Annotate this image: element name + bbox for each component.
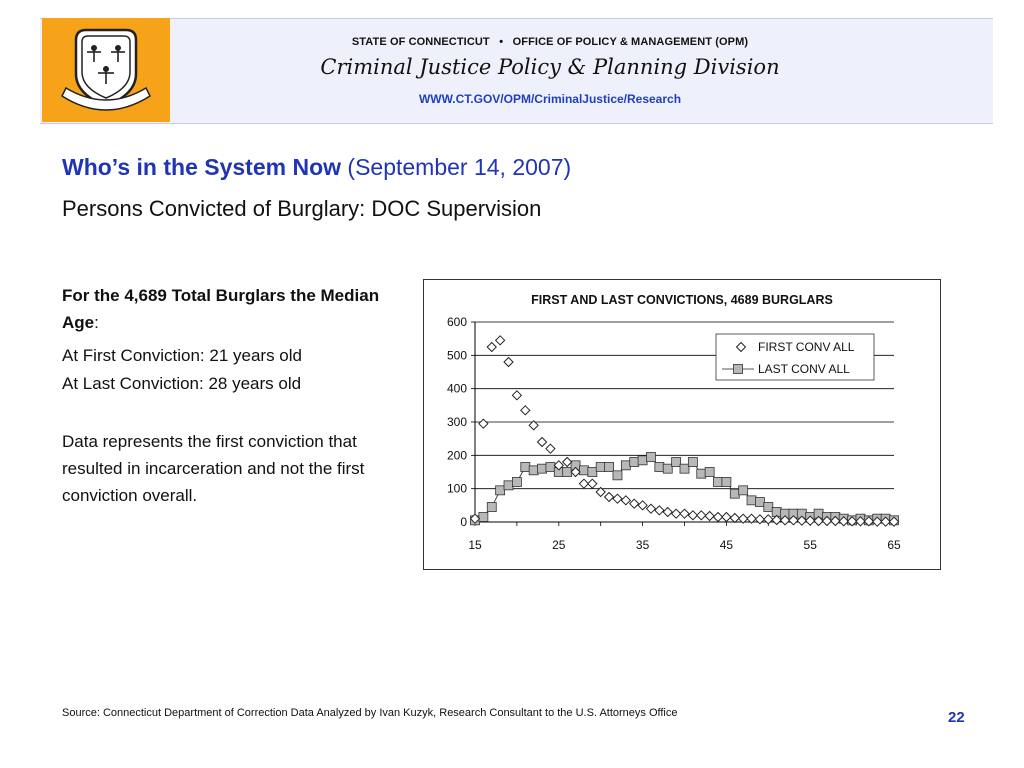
last-conv-point xyxy=(705,468,714,477)
x-tick-label: 15 xyxy=(468,538,482,552)
first-conv-point xyxy=(646,504,655,513)
last-conv-point xyxy=(596,463,605,472)
last-conv-point xyxy=(496,486,505,495)
first-conv-point xyxy=(730,514,739,523)
first-conv-point xyxy=(479,419,488,428)
first-conv-point xyxy=(605,493,614,502)
first-conv-point xyxy=(621,496,630,505)
last-conv-point xyxy=(479,513,488,522)
last-conv-point xyxy=(680,464,689,473)
chart-svg xyxy=(424,280,940,569)
last-conv-point xyxy=(579,466,588,475)
last-conv-point xyxy=(730,489,739,498)
y-tick-label: 100 xyxy=(446,481,467,496)
x-tick-label: 55 xyxy=(803,538,817,552)
y-tick-label: 0 xyxy=(460,515,467,529)
first-conv-point xyxy=(672,509,681,518)
legend-last-label: LAST CONV ALL xyxy=(758,362,850,376)
last-conv-point xyxy=(672,458,681,467)
header-url-link[interactable]: WWW.CT.GOV/OPM/CriminalJustice/Research xyxy=(418,92,682,106)
last-conv-point xyxy=(521,463,530,472)
x-tick-label: 65 xyxy=(887,538,901,552)
first-conv-point xyxy=(680,509,689,518)
last-conv-point xyxy=(655,463,664,472)
first-conv-point xyxy=(714,513,723,522)
first-conv-point xyxy=(563,458,572,467)
first-conv-point xyxy=(655,506,664,515)
median-heading xyxy=(62,282,392,336)
last-conv-point xyxy=(755,498,764,507)
last-conv-point xyxy=(646,453,655,462)
slide-title xyxy=(62,154,571,181)
last-conv-point xyxy=(546,463,555,472)
chart-title: FIRST AND LAST CONVICTIONS, 4689 BURGLARS xyxy=(531,293,833,307)
last-conv-point xyxy=(663,464,672,473)
first-conv-point xyxy=(722,513,731,522)
first-conv-point xyxy=(496,336,505,345)
first-conv-point xyxy=(705,512,714,521)
source-note: Source: Connecticut Department of Correction Data Analyzed by Ivan Kuzyk, Research Consultant to the U.S. Attorneys Office xyxy=(62,707,678,719)
first-conv-point xyxy=(512,391,521,400)
x-tick-label: 25 xyxy=(552,538,566,552)
y-tick-label: 600 xyxy=(446,315,467,329)
y-tick-label: 400 xyxy=(446,381,467,396)
first-conv-point xyxy=(504,358,513,367)
y-tick-label: 200 xyxy=(446,448,467,463)
first-conv-point xyxy=(613,494,622,503)
y-tick-label: 500 xyxy=(446,348,467,363)
x-tick-label: 35 xyxy=(635,538,650,552)
last-conv-point xyxy=(538,464,547,473)
first-conv-point xyxy=(521,406,530,415)
last-conv-point xyxy=(764,503,773,512)
first-conv-point xyxy=(546,444,555,453)
header-division: Criminal Justice Policy & Planning Division xyxy=(320,55,780,79)
header-office: OFFICE OF POLICY & MANAGEMENT (OPM) xyxy=(512,36,749,48)
legend-first-label: FIRST CONV ALL xyxy=(758,340,855,354)
header-agency: STATE OF CONNECTICUT xyxy=(351,36,490,48)
last-conv-point xyxy=(605,463,614,472)
last-conv-point xyxy=(688,458,697,467)
median-heading-colon: : xyxy=(94,313,99,332)
chart-legend xyxy=(716,334,874,380)
header-agency-line xyxy=(170,36,930,48)
first-conv-point xyxy=(487,343,496,352)
last-conv-point xyxy=(588,468,597,477)
y-tick-label: 300 xyxy=(446,415,467,429)
seal-icon xyxy=(56,22,156,118)
last-conv-point xyxy=(487,503,496,512)
first-conv-point xyxy=(688,511,697,520)
last-conv-point xyxy=(747,496,756,505)
median-heading-text: For the 4,689 Total Burglars the Median Age xyxy=(62,286,380,332)
last-conv-point xyxy=(722,478,731,487)
state-seal-logo xyxy=(42,18,170,122)
last-conv-point xyxy=(529,466,538,475)
header-separator: • xyxy=(499,36,504,48)
first-conv-point xyxy=(579,479,588,488)
last-conv-point xyxy=(630,458,639,467)
last-conv-point xyxy=(504,481,513,490)
legend-last-marker xyxy=(734,365,743,374)
last-conv-point xyxy=(512,478,521,487)
last-conv-point xyxy=(714,478,723,487)
last-conv-point xyxy=(563,468,572,477)
last-conviction-text: At Last Conviction: 28 years old xyxy=(62,374,302,393)
first-conv-point xyxy=(588,479,597,488)
x-tick-label: 45 xyxy=(719,538,734,552)
first-conv-point xyxy=(630,499,639,508)
page-number: 22 xyxy=(948,709,965,726)
last-conv-point xyxy=(739,486,748,495)
data-note: Data represents the first conviction that resulted in incarceration and not the first conviction overall. xyxy=(62,432,365,505)
first-conv-point xyxy=(697,511,706,520)
first-conv-point xyxy=(538,438,547,447)
chart-container xyxy=(423,279,941,570)
first-conv-point xyxy=(638,501,647,510)
slide-title-date: (September 14, 2007) xyxy=(347,154,572,180)
slide-title-main: Who’s in the System Now xyxy=(62,154,342,180)
first-conviction-text: At First Conviction: 21 years old xyxy=(62,346,302,365)
last-conv-point xyxy=(621,461,630,470)
slide-subtitle: Persons Convicted of Burglary: DOC Supervision xyxy=(62,196,542,221)
last-conv-point xyxy=(613,471,622,480)
first-conv-point xyxy=(663,508,672,517)
last-conv-point xyxy=(638,456,647,465)
last-conv-point xyxy=(697,469,706,478)
